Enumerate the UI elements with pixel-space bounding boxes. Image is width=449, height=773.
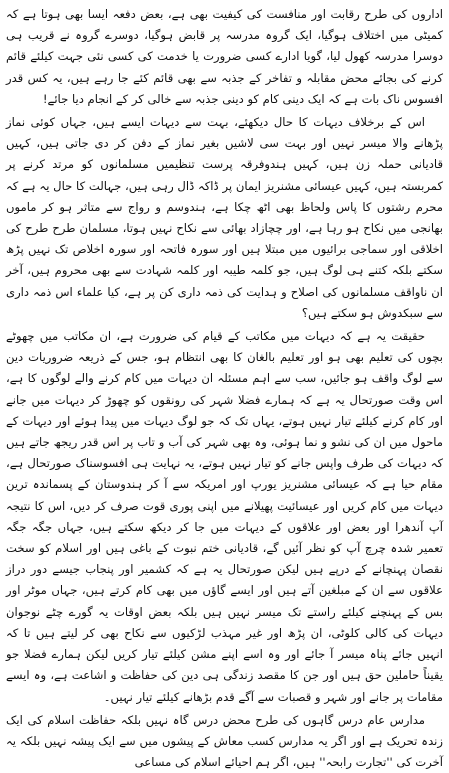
paragraph: حقیقت یہ ہے کہ دیہات میں مکاتب کے قیام کی ضرورت ہے، ان مکاتب میں چھوٹے بچوں کی تعلیم بھی ہو اور تعلیم بالغان کا بھی انتظام ہو، جس کے ذریعہ ضروریات دین سے لوگ واقف ہو جائیں، سب سے اہم مسئلہ ان دیہات میں کام کرنے والے لوگوں کا ہے، اس وقت صورتحال یہ ہے کہ ہمارے فضلا شہر کی رونقوں کو چھوڑ کر دیہات میں جانے اور کام کرنے کیلئے تیار نہیں ہوتے، یہاں تک کہ جو لوگ دیہات میں پیدا ہوئے اور دیہات کے ماحول میں ان کی نشو و نما ہوئی، وہ بھی شہر کی آب و تاب پر اس قدر ریجھ جاتے ہیں کہ دیہات کی طرف واپس جانے کو تیار نہیں ہوتے، یہ نہایت ہی افسوسناک صورتحال ہے، مقام حیا ہے کہ عیسائی مشنریز یورپ اور امریکہ سے آ کر ہندوستان کے پسماندہ ترین دیہات میں کام کریں اور عیسائیت پھیلانے میں اپنی پوری قوت صرف کر دیں، اس کا نتیجہ آپ آندھرا اور بعض اور علاقوں کے دیہات میں جا کر دیکھ سکتے ہیں، جہاں جگہ جگہ تعمیر شدہ چرچ آپ کو نظر آئیں گے، قادیانی ختم نبوت کے باغی ہیں اور اسلام کو سخت نقصان پہنچانے کے درپے ہیں لیکن صورتحال یہ ہے کہ کشمیر اور پنجاب جیسے دور دراز علاقوں سے ان کے مبلغین آتے ہیں اور ایسے گاؤں میں بھی کام کرتے ہیں، جہاں موٹر اور بس کے پہنچنے کیلئے راستے تک میسر نہیں ہیں بلکہ بعض اوقات یہ گورے چٹے نوجوان دیہات کی کالی کلوٹی، ان پڑھ اور غیر مہذب لڑکیوں سے نکاح بھی کر لیتے ہیں تا کہ انہیں جائے پناہ میسر آ جائے اور وہ اسے اپنے مشن کیلئے تیار کریں لیکن ہمارے فضلا جو یقیناً حاملین حق ہیں اور جن کا مقصد زندگی ہی دین کی حفاظت و اشاعت ہے، وہ ایسے مقامات پر جانے اور شہر و قصبات سے آگے قدم بڑھانے کیلئے تیار نہیں۔ <box>6 329 443 704</box>
paragraph: اس کے برخلاف دیہات کا حال دیکھئے، بہت سے دیہات ایسے ہیں، جہاں کوئی نماز پڑھانے والا میسر نہیں اور بہت سی لاشیں بغیر نماز کے دفن کر دی جاتی ہیں، کہیں قادیانی حملہ زن ہیں، کہیں ہندوفرقہ پرست تنظیمیں مسلمانوں کو مرتد کرنے پر کمربستہ ہیں، کہیں عیسائی مشنریز ایمان پر ڈاکہ ڈال رہی ہیں، جہالت کا حال یہ ہے کہ محرم رشتوں کا پاس ولحاظ بھی اٹھ چکا ہے، ہندوسم و رواج سے متاثر ہو کر ماموں بھانجی میں نکاح ہو رہا ہے، اور چچازاد بھائی سے نکاح نہیں ہوتا، مسلمان طرح طرح کی اخلاقی اور سماجی برائیوں میں مبتلا ہیں اور سورہ فاتحہ اور سورہ اخلاص تک نہیں پڑھ سکتے بلکہ کتنے ہی لوگ ہیں، جو کلمہ طیبہ اور کلمہ شہادت سے بھی محروم ہیں، آخر ان ناواقف مسلمانوں کی اصلاح و ہدایت کی ذمہ داری کن پر ہے، کیا علماء اس ذمہ داری سے سبکدوش ہو سکتے ہیں؟ <box>6 115 443 320</box>
paragraph: مدارس عام درس گاہوں کی طرح محض درس گاہ نہیں بلکہ حفاظت اسلام کی ایک زندہ تحریک ہے اور اگر یہ مدارس کسب معاش کے پیشوں میں سے ایک پیشہ نہیں بلکہ یہ آخرت کی ''تجارت رابحہ'' ہیں، اگر ہم احیائے اسلام کی مساعی <box>6 712 443 770</box>
paragraph: اداروں کی طرح رقابت اور منافست کی کیفیت بھی ہے، بعض دفعہ ایسا بھی ہوتا ہے کہ کمیٹی میں اختلاف ہوگیا، ایک گروہ مدرسہ پر قابض ہوگیا، دوسرے گروہ نے قریب ہی دوسرا مدرسہ کھول لیا، گویا ادارے کسی ضرورت یا خدمت کی کسی نئی جہت کیلئے قائم کرنے کی بجائے محض مقابلہ و تفاخر کے جذبہ سے بھی قائم کئے جا رہے ہیں، یہ کس قدر افسوس ناک بات ہے کہ ایک دینی کام کو دینی جذبہ سے خالی کر کے انجام دیا جائے! <box>6 7 443 106</box>
